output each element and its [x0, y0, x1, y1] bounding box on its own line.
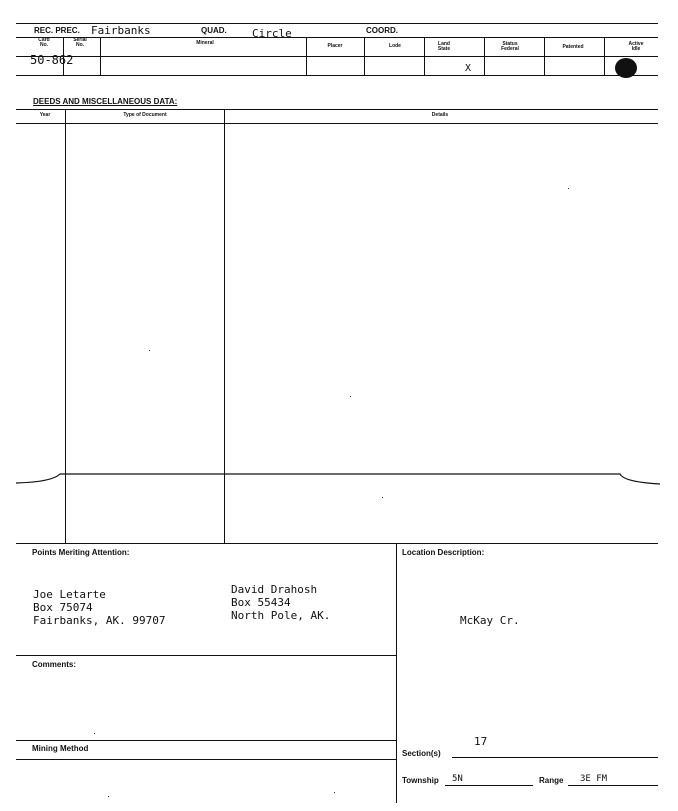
col-type-of-document: Type of Document	[123, 112, 167, 118]
comments-label: Comments:	[32, 660, 77, 669]
col-active-idle: Active Idle	[628, 41, 644, 52]
contact-2-box: Box 55434	[231, 596, 291, 609]
speck	[94, 733, 95, 734]
contact-2-city: North Pole, AK.	[231, 609, 331, 622]
speck	[382, 497, 383, 498]
rec-prec-value: Fairbanks	[91, 24, 151, 37]
speck	[350, 396, 351, 397]
contact-1-address	[33, 588, 165, 627]
coord-label: COORD.	[366, 26, 398, 35]
col-header-rule	[16, 56, 658, 57]
speck	[568, 188, 569, 189]
col-card-no: Card No.	[38, 37, 50, 48]
deeds-top-rule	[16, 109, 658, 110]
rec-prec-label: REC. PREC.	[34, 26, 80, 35]
comments-top-rule	[16, 655, 396, 656]
section-value: 17	[474, 735, 488, 748]
speck	[149, 350, 150, 351]
location-description-label: Location Description:	[402, 548, 485, 557]
range-value: 3E FM	[580, 774, 608, 784]
section-underline	[452, 757, 658, 758]
row-bottom-rule	[16, 75, 658, 76]
contact-2-name: David Drahosh	[231, 583, 318, 596]
col-mineral: Mineral	[196, 40, 214, 46]
mining-method-top-rule	[16, 740, 396, 741]
township-label: Township	[402, 776, 439, 785]
header-rule	[16, 37, 658, 38]
card-no-value: 50-862	[30, 53, 74, 67]
header-divider	[424, 37, 425, 75]
deeds-section-title: DEEDS AND MISCELLANEOUS DATA:	[33, 97, 178, 106]
fold-line	[0, 466, 678, 490]
township-underline	[445, 785, 533, 786]
range-label: Range	[539, 776, 564, 785]
col-serial-no: Serial No.	[73, 37, 87, 48]
township-value: 5N	[452, 774, 463, 784]
header-divider	[544, 37, 545, 75]
quad-value: Circle	[252, 27, 292, 40]
mining-method-bottom-rule	[16, 759, 396, 760]
header-divider	[604, 37, 605, 75]
land-state-x-mark: X	[465, 63, 472, 74]
contact-2-address	[231, 583, 330, 622]
contact-1-city: Fairbanks, AK. 99707	[33, 614, 166, 627]
location-description-value: McKay Cr.	[460, 614, 520, 627]
speck	[108, 796, 109, 797]
col-land-state: Land State	[437, 41, 451, 52]
col-patented: Patented	[562, 44, 584, 50]
contact-1-box: Box 75074	[33, 601, 93, 614]
speck	[334, 792, 335, 793]
quad-label: QUAD.	[201, 26, 227, 35]
header-divider	[100, 37, 101, 75]
col-details: Details	[431, 112, 449, 118]
range-underline	[568, 785, 658, 786]
col-placer: Placer	[327, 43, 343, 49]
header-divider	[364, 37, 365, 75]
header-divider	[63, 37, 64, 75]
mining-method-label: Mining Method	[32, 744, 89, 753]
points-meriting-label: Points Meriting Attention:	[32, 548, 130, 557]
contact-1-name: Joe Letarte	[33, 588, 106, 601]
section-label: Section(s)	[402, 749, 441, 758]
bottom-center-divider	[396, 543, 397, 803]
header-divider	[484, 37, 485, 75]
header-divider	[306, 37, 307, 75]
col-lode: Lode	[389, 43, 401, 49]
col-year: Year	[39, 112, 51, 118]
deeds-header-rule	[16, 123, 658, 124]
deeds-bottom-rule	[16, 543, 658, 544]
col-status-federal: Status Federal	[501, 41, 519, 52]
